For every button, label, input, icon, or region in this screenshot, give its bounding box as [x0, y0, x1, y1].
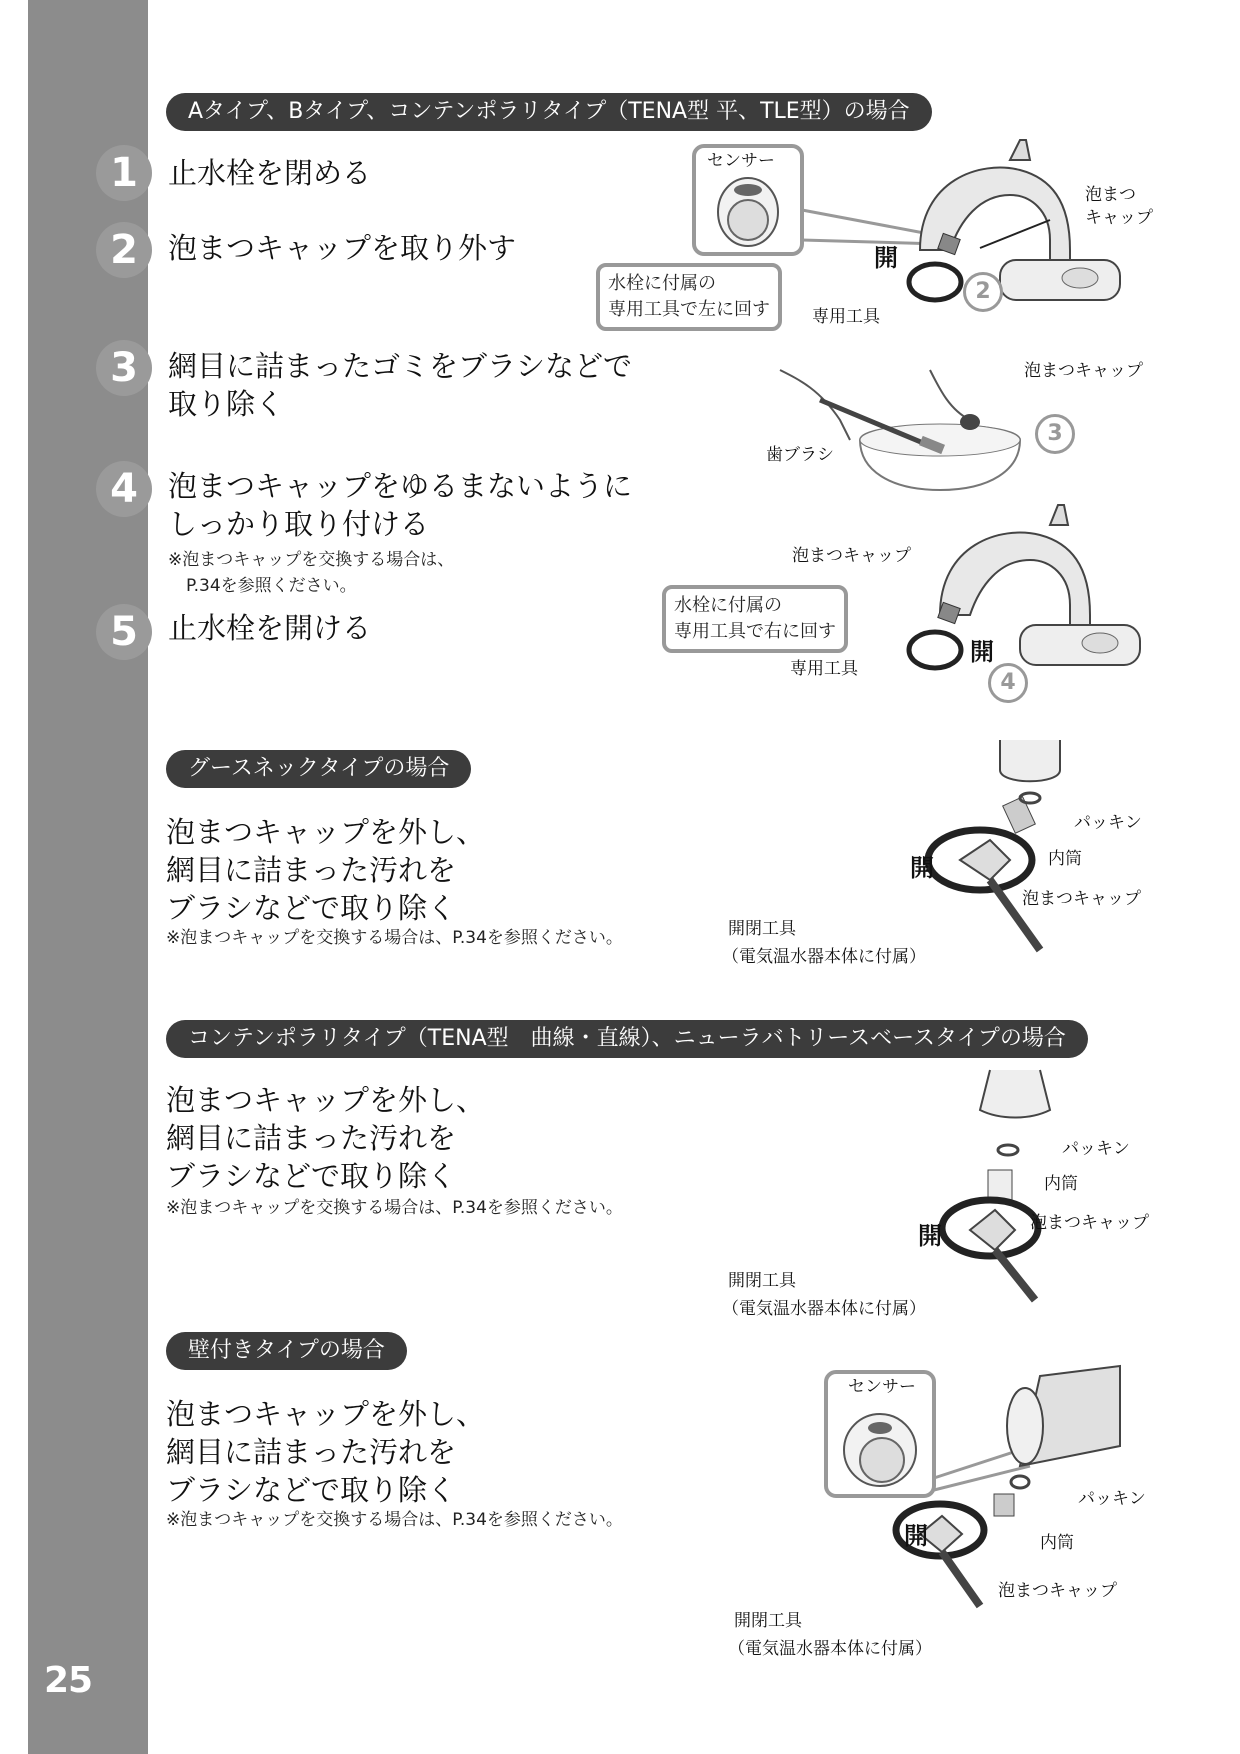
fig-a1-tool-note-line1: 水栓に付属の [608, 273, 716, 294]
fig-d-inner-label: 内筒 [1040, 1533, 1074, 1553]
contemporary-illustration [940, 1070, 1120, 1300]
fig-d-open-label: 開 [904, 1522, 928, 1550]
step-3-text-line1: 網目に詰まったゴミをブラシなどで [168, 349, 633, 383]
fig-a1-step-badge: 2 [963, 272, 1003, 312]
step-2-number: 2 [96, 222, 152, 278]
section-d-text-line2: 網目に詰まった汚れを [166, 1435, 457, 1469]
section-c-text-line2: 網目に詰まった汚れを [166, 1121, 457, 1155]
fig-a2-cap-label: 泡まつキャップ [1024, 361, 1143, 381]
section-d-text-line3: ブラシなどで取り除く [166, 1473, 457, 1507]
fig-b-packing-label: パッキン [1074, 813, 1142, 833]
faucet-attach-illustration [880, 505, 1140, 685]
section-b-text-line3: ブラシなどで取り除く [166, 891, 457, 925]
fig-c-tool-note: （電気温水器本体に付属） [722, 1299, 926, 1319]
section-d-note: ※泡まつキャップを交換する場合は、P.34を参照ください。 [166, 1510, 623, 1530]
section-b-header: グースネックタイプの場合 [166, 750, 471, 788]
step-1-number: 1 [96, 145, 152, 201]
fig-a1-tool-callout [596, 263, 782, 331]
fig-a3-tool-callout [662, 585, 848, 653]
brush-cleaning-illustration [780, 360, 1040, 500]
step-4-note-line2: P.34を参照ください。 [186, 576, 357, 596]
fig-b-tool-note: （電気温水器本体に付属） [722, 947, 926, 967]
step-4-number: 4 [96, 461, 152, 517]
section-b-note: ※泡まつキャップを交換する場合は、P.34を参照ください。 [166, 928, 623, 948]
fig-a3-tool-label: 専用工具 [790, 659, 858, 679]
step-3-number: 3 [96, 340, 152, 396]
fig-c-cap-label: 泡まつキャップ [1030, 1213, 1149, 1233]
fig-a3-tool-note-line2: 専用工具で右に回す [674, 621, 836, 642]
section-c-note: ※泡まつキャップを交換する場合は、P.34を参照ください。 [166, 1198, 623, 1218]
step-2-text: 泡まつキャップを取り外す [168, 231, 517, 265]
page-number: 25 [44, 1660, 93, 1701]
fig-b-inner-label: 内筒 [1048, 849, 1082, 869]
step-4-text-line1: 泡まつキャップをゆるまないように [168, 469, 633, 503]
fig-d-cap-label: 泡まつキャップ [998, 1581, 1117, 1601]
fig-a1-open-label: 開 [874, 244, 898, 272]
fig-c-open-label: 開 [918, 1222, 942, 1250]
fig-a1-cap-label-line2: キャップ [1085, 208, 1153, 228]
fig-b-cap-label: 泡まつキャップ [1022, 889, 1141, 909]
step-5-number: 5 [96, 604, 152, 660]
section-b-text-line2: 網目に詰まった汚れを [166, 853, 457, 887]
fig-c-packing-label: パッキン [1062, 1139, 1130, 1159]
gooseneck-illustration [930, 740, 1130, 970]
fig-a3-cap-label: 泡まつキャップ [792, 546, 911, 566]
fig-a3-step-badge: 4 [988, 663, 1028, 703]
fig-a1-cap-label-line1: 泡まつ [1085, 185, 1136, 205]
fig-d-sensor-label: センサー [848, 1377, 916, 1397]
fig-a1-tool-note-line2: 専用工具で左に回す [608, 299, 770, 320]
step-4-text-line2: しっかり取り付ける [168, 507, 430, 541]
step-4-note-line1: ※泡まつキャップを交換する場合は、 [168, 550, 455, 570]
fig-a1-sensor-label: センサー [707, 151, 775, 171]
fig-a2-step-badge: 3 [1035, 414, 1075, 454]
step-3-text-line2: 取り除く [168, 387, 285, 421]
fig-a1-tool-label: 専用工具 [812, 307, 880, 327]
fig-a2-brush-label: 歯ブラシ [766, 445, 834, 465]
step-5-text: 止水栓を開ける [168, 611, 372, 645]
fig-c-inner-label: 内筒 [1044, 1174, 1078, 1194]
section-d-header: 壁付きタイプの場合 [166, 1332, 407, 1370]
step-1-text: 止水栓を閉める [168, 156, 372, 190]
fig-c-tool-label: 開閉工具 [728, 1271, 796, 1291]
fig-b-open-label: 開 [910, 854, 934, 882]
section-b-text-line1: 泡まつキャップを外し、 [166, 815, 486, 849]
section-c-text-line3: ブラシなどで取り除く [166, 1159, 457, 1193]
fig-d-tool-label: 開閉工具 [734, 1611, 802, 1631]
fig-a3-tool-note-line1: 水栓に付属の [674, 595, 782, 616]
section-c-text-line1: 泡まつキャップを外し、 [166, 1083, 486, 1117]
fig-d-tool-note: （電気温水器本体に付属） [728, 1639, 932, 1659]
fig-d-packing-label: パッキン [1078, 1489, 1146, 1509]
fig-b-tool-label: 開閉工具 [728, 919, 796, 939]
section-d-text-line1: 泡まつキャップを外し、 [166, 1397, 486, 1431]
section-c-header: コンテンポラリタイプ（TENA型 曲線・直線）、ニューラバトリースベースタイプの場合 [166, 1020, 1088, 1058]
fig-a3-open-label: 開 [970, 638, 994, 666]
section-a-header: Aタイプ、Bタイプ、コンテンポラリタイプ（TENA型 平、TLE型）の場合 [166, 93, 932, 131]
